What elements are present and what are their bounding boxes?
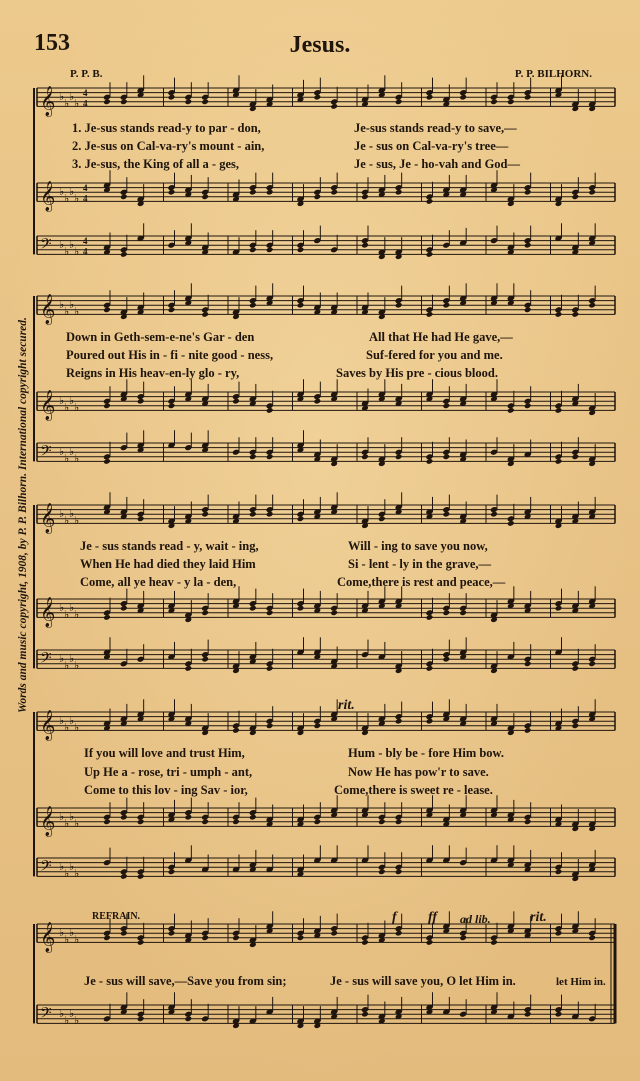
flat-icon: ♭ <box>69 652 75 666</box>
flat-icon: ♭ <box>74 305 80 319</box>
note-head <box>395 819 403 826</box>
lyric-s1-l2-b: Je - sus on Cal-va-ry's tree— <box>354 139 509 153</box>
note-head <box>443 610 451 617</box>
note-head <box>201 511 209 518</box>
note-head <box>137 873 145 880</box>
words-author: P. P. B. <box>70 68 103 80</box>
lyric-s1-l3-a: 3. Je-sus, the King of all a - ges, <box>72 157 240 171</box>
note-head <box>395 99 403 106</box>
note-head <box>297 605 305 612</box>
note-head <box>314 94 322 101</box>
note-head <box>232 819 240 826</box>
note-head <box>249 454 257 461</box>
note-head <box>168 189 176 196</box>
flat-icon: ♭ <box>59 860 65 874</box>
note-head <box>137 516 145 523</box>
flat-icon: ♭ <box>59 714 65 728</box>
note-head <box>314 723 322 730</box>
note-head <box>524 661 532 668</box>
time-signature-top: 4 <box>83 88 88 99</box>
note-head <box>572 454 580 461</box>
lyric-s4-l3-b: Come,there is sweet re - lease. <box>334 783 493 797</box>
note-head <box>555 869 563 876</box>
flat-icon: ♭ <box>64 401 70 415</box>
note-head <box>555 458 563 465</box>
lyric-s4-l1-b: Hum - bly be - fore Him bow. <box>348 746 505 760</box>
note-head <box>395 302 403 309</box>
note-head <box>137 939 145 946</box>
note-head <box>330 189 338 196</box>
flat-icon: ♭ <box>74 192 80 206</box>
note-head <box>443 403 451 410</box>
flat-icon: ♭ <box>74 817 80 831</box>
note-head <box>266 247 274 254</box>
flat-icon: ♭ <box>69 394 75 408</box>
rit-mark-1: rit. <box>338 698 355 713</box>
flat-icon: ♭ <box>74 452 80 466</box>
note-head <box>507 520 515 527</box>
lyric-s1-l1-a: 1. Je-sus stands read-y to par - don, <box>72 121 261 135</box>
flat-icon: ♭ <box>64 514 70 528</box>
hymn-number: 153 <box>34 30 70 56</box>
lyric-s2-l3-a: Reigns in His heav-en-ly glo - ry, <box>66 366 240 380</box>
bass-clef-icon: 𝄢 <box>40 1004 52 1026</box>
note-head <box>103 307 111 314</box>
note-head <box>168 403 176 410</box>
note-head <box>443 302 451 309</box>
note-head <box>232 727 240 734</box>
note-head <box>588 302 596 309</box>
lyric-s2-l1-b: All that He had He gave,— <box>369 330 513 344</box>
note-head <box>103 935 111 942</box>
note-head <box>459 610 467 617</box>
lyric-s4-l2-a: Up He a - rose, tri - umph - ant, <box>84 765 253 779</box>
note-head <box>120 99 128 106</box>
note-head <box>378 819 386 826</box>
lyric-s3-l2-b: Si - lent - ly in the grave,— <box>348 557 492 571</box>
flat-icon: ♭ <box>64 933 70 947</box>
flat-icon: ♭ <box>64 192 70 206</box>
note-head <box>103 819 111 826</box>
note-head <box>507 407 515 414</box>
note-head <box>555 1011 563 1018</box>
lyric-s3-l3-a: Come, all ye heav - y la - den, <box>80 575 237 589</box>
note-head <box>266 189 274 196</box>
note-head <box>297 302 305 309</box>
note-head <box>266 665 274 672</box>
lyric-s2-l3-b: Saves by His pre - cious blood. <box>336 366 498 380</box>
note-head <box>572 723 580 730</box>
flat-icon: ♭ <box>59 298 65 312</box>
note-head <box>524 819 532 826</box>
hymn-title: Jesus. <box>289 32 351 58</box>
note-head <box>137 398 145 405</box>
time-signature-bottom: 4 <box>83 193 88 204</box>
note-head <box>120 605 128 612</box>
note-head <box>459 94 467 101</box>
note-head <box>361 1011 369 1018</box>
music-author: P. P. BILHORN. <box>514 68 592 80</box>
note-head <box>266 723 274 730</box>
flat-icon: ♭ <box>59 238 65 252</box>
treble-clef-icon: 𝄞 <box>40 181 56 212</box>
refrain-lyric-b: Je - sus will save you, O let Him in. <box>330 974 516 988</box>
flat-icon: ♭ <box>74 1014 80 1028</box>
note-head <box>168 930 176 937</box>
flat-icon: ♭ <box>69 926 75 940</box>
rit-mark-2: rit. <box>530 910 547 925</box>
flat-icon: ♭ <box>59 394 65 408</box>
note-head <box>572 194 580 201</box>
flat-icon: ♭ <box>69 601 75 615</box>
note-head <box>524 94 532 101</box>
note-head <box>588 661 596 668</box>
lyric-s1-l3-b: Je - sus, Je - ho-vah and God— <box>354 157 520 171</box>
note-head <box>120 194 128 201</box>
note-head <box>185 99 193 106</box>
note-head <box>524 727 532 734</box>
flat-icon: ♭ <box>69 507 75 521</box>
note-head <box>524 403 532 410</box>
flat-icon: ♭ <box>64 305 70 319</box>
lyric-s2-l1-a: Down in Geth-sem-e-ne's Gar - den <box>66 330 255 344</box>
note-head <box>137 1016 145 1023</box>
flat-icon: ♭ <box>69 714 75 728</box>
flat-icon: ♭ <box>64 245 70 259</box>
note-head <box>459 935 467 942</box>
flat-icon: ♭ <box>64 97 70 111</box>
note-head <box>120 930 128 937</box>
note-head <box>201 656 209 663</box>
note-head <box>572 311 580 318</box>
note-head <box>555 311 563 318</box>
flat-icon: ♭ <box>69 445 75 459</box>
note-head <box>426 614 434 621</box>
note-head <box>266 610 274 617</box>
bass-clef-icon: 𝄢 <box>40 649 52 671</box>
note-head <box>395 869 403 876</box>
note-head <box>443 511 451 518</box>
flat-icon: ♭ <box>74 721 80 735</box>
note-head <box>185 1016 193 1023</box>
flat-icon: ♭ <box>64 452 70 466</box>
note-head <box>297 935 305 942</box>
note-head <box>361 242 369 249</box>
note-head <box>137 819 145 826</box>
lyric-s2-l2-a: Poured out His in - fi - nite good - ness, <box>66 348 274 362</box>
flat-icon: ♭ <box>59 652 65 666</box>
flat-icon: ♭ <box>59 1007 65 1021</box>
note-head <box>426 251 434 258</box>
flat-icon: ♭ <box>69 185 75 199</box>
note-head <box>266 407 274 414</box>
note-head <box>490 511 498 518</box>
note-head <box>249 247 257 254</box>
lyric-s3-l3-b: Come,there is rest and peace,— <box>337 575 506 589</box>
treble-clef-icon: 𝄞 <box>40 597 56 628</box>
note-head <box>103 403 111 410</box>
note-head <box>426 939 434 946</box>
note-head <box>185 814 193 821</box>
lyric-s4-l2-b: Now He has pow'r to save. <box>348 765 489 779</box>
note-head <box>249 302 257 309</box>
note-head <box>490 99 498 106</box>
note-head <box>426 311 434 318</box>
note-head <box>395 454 403 461</box>
note-head <box>426 718 434 725</box>
note-head <box>361 194 369 201</box>
note-head <box>266 511 274 518</box>
ad-lib-mark: ad lib. <box>460 912 491 926</box>
note-head <box>232 398 240 405</box>
note-head <box>249 511 257 518</box>
treble-clef-icon: 𝄞 <box>40 294 56 325</box>
note-head <box>378 869 386 876</box>
note-head <box>490 939 498 946</box>
flat-icon: ♭ <box>64 659 70 673</box>
flat-icon: ♭ <box>64 721 70 735</box>
note-head <box>588 189 596 196</box>
note-head <box>168 94 176 101</box>
note-head <box>395 718 403 725</box>
treble-clef-icon: 𝄞 <box>40 86 56 117</box>
note-head <box>249 814 257 821</box>
bass-clef-icon: 𝄢 <box>40 442 52 464</box>
flat-icon: ♭ <box>69 238 75 252</box>
note-head <box>185 665 193 672</box>
note-head <box>395 930 403 937</box>
note-head <box>103 614 111 621</box>
refrain-lyric-c: let Him in. <box>556 976 606 988</box>
note-head <box>426 665 434 672</box>
note-head <box>361 939 369 946</box>
note-head <box>297 247 305 254</box>
lyric-s3-l1-a: Je - sus stands read - y, wait - ing, <box>80 539 259 553</box>
note-head <box>120 251 128 258</box>
forte-mark: f <box>392 910 397 925</box>
note-head <box>103 458 111 465</box>
note-head <box>524 307 532 314</box>
flat-icon: ♭ <box>69 1007 75 1021</box>
note-head <box>168 869 176 876</box>
note-head <box>201 311 209 318</box>
flat-icon: ♭ <box>74 933 80 947</box>
flat-icon: ♭ <box>74 245 80 259</box>
flat-icon: ♭ <box>74 867 80 881</box>
note-head <box>426 94 434 101</box>
flat-icon: ♭ <box>74 97 80 111</box>
lyric-s4-l3-a: Come to this lov - ing Sav - ior, <box>84 783 248 797</box>
flat-icon: ♭ <box>59 507 65 521</box>
time-signature-bottom: 4 <box>83 246 88 257</box>
refrain-lyric-a: Je - sus will save,—Save you from sin; <box>84 974 287 988</box>
note-head <box>555 605 563 612</box>
note-head <box>524 242 532 249</box>
lyric-s4-l1-a: If you will love and trust Him, <box>84 746 245 760</box>
flat-icon: ♭ <box>74 514 80 528</box>
note-head <box>524 1011 532 1018</box>
note-head <box>314 398 322 405</box>
note-head <box>555 407 563 414</box>
lyric-s2-l2-b: Suf-fered for you and me. <box>366 348 503 362</box>
treble-clef-icon: 𝄞 <box>40 710 56 741</box>
flat-icon: ♭ <box>64 817 70 831</box>
note-head <box>330 930 338 937</box>
flat-icon: ♭ <box>59 185 65 199</box>
flat-icon: ♭ <box>69 810 75 824</box>
note-head <box>120 873 128 880</box>
flat-icon: ♭ <box>74 608 80 622</box>
flat-icon: ♭ <box>64 867 70 881</box>
time-signature-top: 4 <box>83 183 88 194</box>
note-head <box>266 454 274 461</box>
lyric-s1-l2-a: 2. Je-sus on Cal-va-ry's mount - ain, <box>72 139 265 153</box>
note-head <box>249 605 257 612</box>
note-head <box>330 610 338 617</box>
flat-icon: ♭ <box>59 90 65 104</box>
note-head <box>378 516 386 523</box>
lyric-s1-l1-b: Je-sus stands read-y to save,— <box>354 121 517 135</box>
note-head <box>443 454 451 461</box>
lyric-s3-l1-b: Will - ing to save you now, <box>348 539 488 553</box>
note-head <box>297 516 305 523</box>
note-head <box>507 99 515 106</box>
note-head <box>201 99 209 106</box>
note-head <box>572 665 580 672</box>
note-head <box>201 819 209 826</box>
time-signature-bottom: 4 <box>83 98 88 109</box>
note-head <box>426 458 434 465</box>
note-head <box>314 194 322 201</box>
note-head <box>168 307 176 314</box>
note-head <box>395 189 403 196</box>
flat-icon: ♭ <box>59 601 65 615</box>
bass-clef-icon: 𝄢 <box>40 857 52 879</box>
note-head <box>524 189 532 196</box>
flat-icon: ♭ <box>69 860 75 874</box>
flat-icon: ♭ <box>74 401 80 415</box>
note-head <box>555 930 563 937</box>
note-head <box>201 610 209 617</box>
bass-clef-icon: 𝄢 <box>40 235 52 257</box>
flat-icon: ♭ <box>74 659 80 673</box>
note-head <box>443 656 451 663</box>
flat-icon: ♭ <box>69 298 75 312</box>
lyric-s3-l2-a: When He had died they laid Him <box>80 557 256 571</box>
note-head <box>232 935 240 942</box>
treble-clef-icon: 𝄞 <box>40 390 56 421</box>
note-head <box>201 935 209 942</box>
flat-icon: ♭ <box>59 810 65 824</box>
fortissimo-mark: ff <box>428 910 438 925</box>
treble-clef-icon: 𝄞 <box>40 922 56 953</box>
note-head <box>103 99 111 106</box>
copyright-text: Words and music copyright, 1908, by P. P. Bilhorn. International copyright secured. <box>17 317 29 713</box>
note-head <box>120 814 128 821</box>
note-head <box>426 198 434 205</box>
flat-icon: ♭ <box>64 1014 70 1028</box>
time-signature-top: 4 <box>83 236 88 247</box>
note-head <box>314 819 322 826</box>
note-head <box>588 935 596 942</box>
flat-icon: ♭ <box>69 90 75 104</box>
flat-icon: ♭ <box>59 926 65 940</box>
note-head <box>249 189 257 196</box>
treble-clef-icon: 𝄞 <box>40 503 56 534</box>
note-head <box>330 103 338 110</box>
treble-clef-icon: 𝄞 <box>40 806 56 837</box>
flat-icon: ♭ <box>64 608 70 622</box>
refrain-label: REFRAIN. <box>92 911 141 922</box>
note-head <box>361 454 369 461</box>
note-head <box>201 194 209 201</box>
flat-icon: ♭ <box>59 445 65 459</box>
